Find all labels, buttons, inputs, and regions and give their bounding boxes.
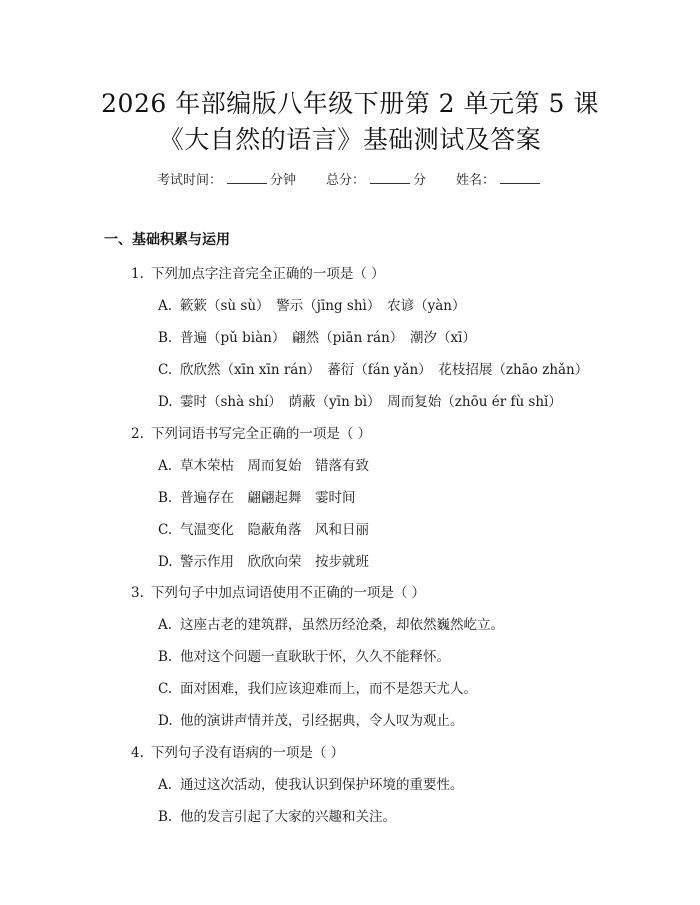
question-1 — [131, 262, 385, 282]
question-3-option-d — [158, 709, 464, 729]
option-mark: A. — [158, 458, 173, 474]
question-2-option-c — [158, 518, 369, 538]
score-blank — [370, 171, 410, 184]
time-blank — [227, 171, 267, 184]
time-label: 考试时间： — [156, 173, 222, 188]
section-title: 一、基础积累与运用 — [104, 232, 230, 248]
score-unit: 分 — [413, 173, 427, 188]
option-mark: A. — [158, 777, 173, 793]
option-mark: C. — [158, 681, 173, 697]
question-1-option-b — [158, 326, 476, 346]
title-line-1: 2026 年部编版八年级下册第 2 单元第 5 课 — [101, 89, 599, 118]
question-1-option-a — [158, 294, 465, 314]
option-text: 他的发言引起了大家的兴趣和关注。 — [180, 809, 396, 825]
option-mark: B. — [158, 490, 173, 506]
option-text: 警示作用 欣欣向荣 按步就班 — [180, 554, 369, 570]
exam-meta — [0, 169, 700, 188]
question-1-option-d — [158, 390, 562, 410]
question-2 — [131, 422, 371, 442]
time-unit: 分钟 — [269, 173, 296, 188]
question-3-option-b — [158, 645, 450, 665]
option-mark: B. — [158, 809, 173, 825]
option-mark: D. — [158, 554, 173, 570]
exam-time — [157, 169, 296, 188]
question-number: 4. — [131, 745, 144, 761]
option-text: 气温变化 隐蔽角落 风和日丽 — [180, 522, 369, 538]
option-text: 面对困难，我们应该迎难而上，而不是怨天尤人。 — [180, 681, 477, 697]
question-3 — [131, 581, 425, 601]
exam-score — [326, 169, 426, 188]
exam-name — [456, 169, 543, 188]
question-4 — [131, 741, 344, 761]
option-text: 普遍（pǔ biàn） 翩然（piān rán） 潮汐（xī） — [180, 330, 476, 346]
score-label: 总分： — [325, 173, 365, 188]
option-text: 普遍存在 翩翩起舞 霎时间 — [180, 490, 356, 506]
option-text: 他对这个问题一直耿耿于怀，久久不能释怀。 — [180, 649, 450, 665]
name-blank — [500, 171, 540, 184]
name-label: 姓名： — [456, 173, 496, 188]
option-mark: D. — [158, 713, 173, 729]
question-stem: 下列句子没有语病的一项是（ ） — [150, 745, 345, 761]
question-number: 1. — [131, 266, 144, 282]
option-mark: A. — [158, 617, 173, 633]
question-4-option-a — [158, 773, 464, 793]
question-number: 3. — [131, 585, 144, 601]
option-text: 草木荣枯 周而复始 错落有致 — [180, 458, 369, 474]
question-stem: 下列加点字注音完全正确的一项是（ ） — [150, 266, 385, 282]
option-mark: B. — [158, 649, 173, 665]
option-mark: D. — [158, 394, 173, 410]
question-3-option-a — [158, 613, 504, 633]
title-line-2: 《大自然的语言》基础测试及答案 — [158, 125, 542, 154]
question-3-option-c — [158, 677, 477, 697]
option-mark: C. — [158, 362, 173, 378]
question-1-option-c — [158, 358, 588, 378]
question-2-option-a — [158, 454, 369, 474]
question-stem: 下列词语书写完全正确的一项是（ ） — [150, 426, 372, 442]
question-stem: 下列句子中加点词语使用不正确的一项是（ ） — [150, 585, 426, 601]
option-mark: A. — [158, 298, 173, 314]
question-number: 2. — [131, 426, 144, 442]
option-text: 他的演讲声情并茂，引经据典，令人叹为观止。 — [180, 713, 464, 729]
option-text: 霎时（shà shí） 荫蔽（yīn bì） 周而复始（zhōu ér fù shǐ） — [180, 394, 562, 410]
option-text: 这座古老的建筑群，虽然历经沧桑，却依然巍然屹立。 — [180, 617, 504, 633]
option-text: 通过这次活动，使我认识到保护环境的重要性。 — [180, 777, 464, 793]
option-text: 簌簌（sù sù） 警示（jīng shì） 农谚（yàn） — [180, 298, 466, 314]
option-mark: C. — [158, 522, 173, 538]
question-2-option-d — [158, 550, 369, 570]
question-4-option-b — [158, 805, 396, 825]
option-mark: B. — [158, 330, 173, 346]
question-2-option-b — [158, 486, 356, 506]
option-text: 欣欣然（xīn xīn rán） 蕃衍（fán yǎn） 花枝招展（zhāo zhǎn） — [180, 362, 589, 378]
